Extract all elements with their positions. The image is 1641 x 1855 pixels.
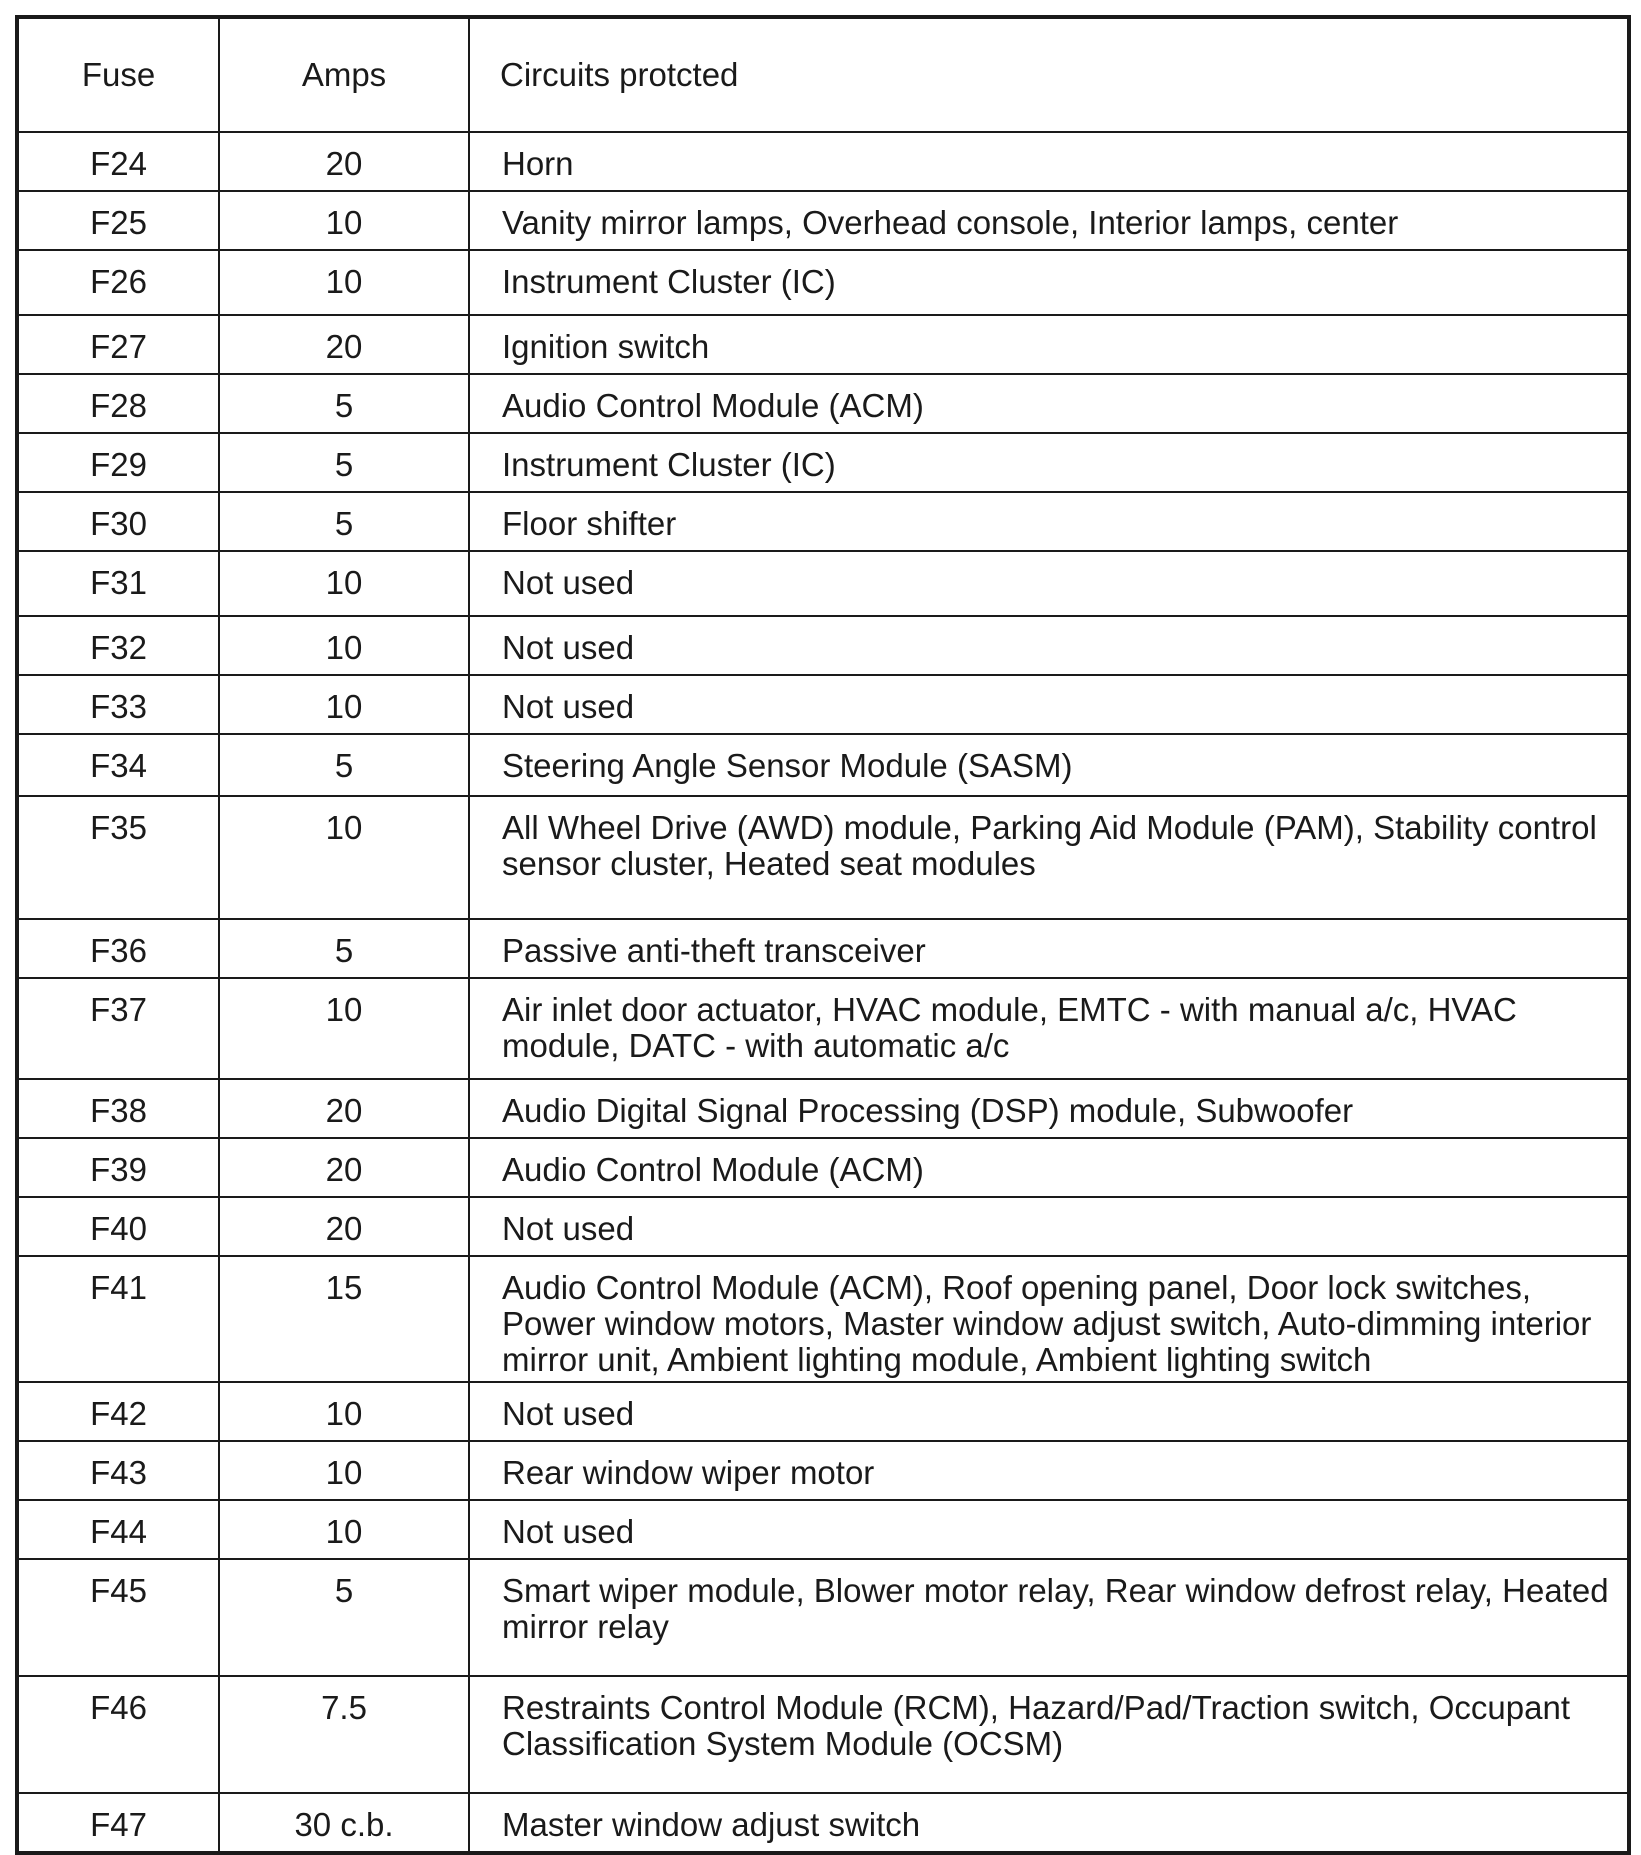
- fuse-cell: F24: [17, 132, 219, 191]
- header-fuse: Fuse: [17, 17, 219, 132]
- fuse-cell: F31: [17, 551, 219, 616]
- amps-cell: 5: [219, 734, 469, 796]
- table-row: [17, 250, 1629, 315]
- table-row: [17, 675, 1629, 734]
- fuse-cell: F27: [17, 315, 219, 374]
- table-row: [17, 1138, 1629, 1197]
- amps-cell: 5: [219, 492, 469, 551]
- table-row: [17, 734, 1629, 796]
- circuits-cell: Audio Control Module (ACM): [469, 1138, 1629, 1197]
- circuits-cell: Steering Angle Sensor Module (SASM): [469, 734, 1629, 796]
- amps-cell: 5: [219, 433, 469, 492]
- circuits-cell: Not used: [469, 551, 1629, 616]
- fuse-cell: F35: [17, 796, 219, 919]
- fuse-cell: F47: [17, 1793, 219, 1853]
- table-row: [17, 796, 1629, 919]
- circuits-cell: Smart wiper module, Blower motor relay, Rear window defrost relay, Heated mirror relay: [469, 1559, 1629, 1676]
- circuits-cell: All Wheel Drive (AWD) module, Parking Aid Module (PAM), Stability control sensor cluster, Heated seat modules: [469, 796, 1629, 919]
- circuits-cell: Audio Control Module (ACM): [469, 374, 1629, 433]
- fuse-cell: F41: [17, 1256, 219, 1382]
- table-row: [17, 919, 1629, 978]
- table-row: [17, 1441, 1629, 1500]
- table-row: [17, 1500, 1629, 1559]
- amps-cell: 10: [219, 1382, 469, 1441]
- circuits-cell: Instrument Cluster (IC): [469, 250, 1629, 315]
- amps-cell: 10: [219, 616, 469, 675]
- fuse-cell: F46: [17, 1676, 219, 1793]
- circuits-cell: Floor shifter: [469, 492, 1629, 551]
- amps-cell: 5: [219, 374, 469, 433]
- amps-cell: 10: [219, 1441, 469, 1500]
- fuse-cell: F40: [17, 1197, 219, 1256]
- fuse-cell: F26: [17, 250, 219, 315]
- amps-cell: 20: [219, 132, 469, 191]
- amps-cell: 10: [219, 796, 469, 919]
- fuse-table: [15, 15, 1631, 1855]
- circuits-cell: Master window adjust switch: [469, 1793, 1629, 1853]
- fuse-cell: F30: [17, 492, 219, 551]
- amps-cell: 10: [219, 1500, 469, 1559]
- amps-cell: 10: [219, 551, 469, 616]
- table-row: [17, 315, 1629, 374]
- circuits-cell: Passive anti-theft transceiver: [469, 919, 1629, 978]
- amps-cell: 10: [219, 978, 469, 1079]
- circuits-cell: Instrument Cluster (IC): [469, 433, 1629, 492]
- amps-cell: 7.5: [219, 1676, 469, 1793]
- fuse-cell: F29: [17, 433, 219, 492]
- circuits-cell: Not used: [469, 1197, 1629, 1256]
- circuits-cell: Restraints Control Module (RCM), Hazard/Pad/Traction switch, Occupant Classification System Module (OCSM): [469, 1676, 1629, 1793]
- amps-cell: 20: [219, 1197, 469, 1256]
- table-row: [17, 433, 1629, 492]
- fuse-cell: F36: [17, 919, 219, 978]
- table-row: [17, 978, 1629, 1079]
- table-row: [17, 1793, 1629, 1853]
- table-row: [17, 191, 1629, 250]
- circuits-cell: Audio Digital Signal Processing (DSP) module, Subwoofer: [469, 1079, 1629, 1138]
- circuits-cell: Not used: [469, 616, 1629, 675]
- circuits-cell: Horn: [469, 132, 1629, 191]
- amps-cell: 30 c.b.: [219, 1793, 469, 1853]
- table-row: [17, 132, 1629, 191]
- fuse-cell: F42: [17, 1382, 219, 1441]
- table-row: [17, 1197, 1629, 1256]
- circuits-cell: Rear window wiper motor: [469, 1441, 1629, 1500]
- header-amps: Amps: [219, 17, 469, 132]
- circuits-cell: Not used: [469, 675, 1629, 734]
- fuse-cell: F34: [17, 734, 219, 796]
- circuits-cell: Air inlet door actuator, HVAC module, EMTC - with manual a/c, HVAC module, DATC - with automatic a/c: [469, 978, 1629, 1079]
- header-circuits: Circuits protcted: [469, 17, 1629, 132]
- table-row: [17, 1256, 1629, 1382]
- fuse-cell: F44: [17, 1500, 219, 1559]
- fuse-cell: F38: [17, 1079, 219, 1138]
- fuse-cell: F43: [17, 1441, 219, 1500]
- table-row: [17, 1382, 1629, 1441]
- table-header-row: [17, 17, 1629, 132]
- amps-cell: 20: [219, 1079, 469, 1138]
- fuse-cell: F28: [17, 374, 219, 433]
- fuse-cell: F45: [17, 1559, 219, 1676]
- circuits-cell: Not used: [469, 1382, 1629, 1441]
- amps-cell: 20: [219, 1138, 469, 1197]
- table-row: [17, 616, 1629, 675]
- table-row: [17, 1676, 1629, 1793]
- amps-cell: 5: [219, 919, 469, 978]
- circuits-cell: Audio Control Module (ACM), Roof opening panel, Door lock switches, Power window motors, Master window adjust switch, Auto-dimming interior mirror unit, Ambient lighting module, Ambient lighting switch: [469, 1256, 1629, 1382]
- circuits-cell: Ignition switch: [469, 315, 1629, 374]
- amps-cell: 10: [219, 675, 469, 734]
- fuse-cell: F33: [17, 675, 219, 734]
- table-row: [17, 374, 1629, 433]
- fuse-cell: F25: [17, 191, 219, 250]
- fuse-cell: F37: [17, 978, 219, 1079]
- table-row: [17, 492, 1629, 551]
- amps-cell: 10: [219, 191, 469, 250]
- amps-cell: 15: [219, 1256, 469, 1382]
- table-row: [17, 551, 1629, 616]
- circuits-cell: Not used: [469, 1500, 1629, 1559]
- amps-cell: 5: [219, 1559, 469, 1676]
- fuse-cell: F32: [17, 616, 219, 675]
- circuits-cell: Vanity mirror lamps, Overhead console, Interior lamps, center: [469, 191, 1629, 250]
- amps-cell: 20: [219, 315, 469, 374]
- fuse-cell: F39: [17, 1138, 219, 1197]
- amps-cell: 10: [219, 250, 469, 315]
- table-row: [17, 1559, 1629, 1676]
- table-row: [17, 1079, 1629, 1138]
